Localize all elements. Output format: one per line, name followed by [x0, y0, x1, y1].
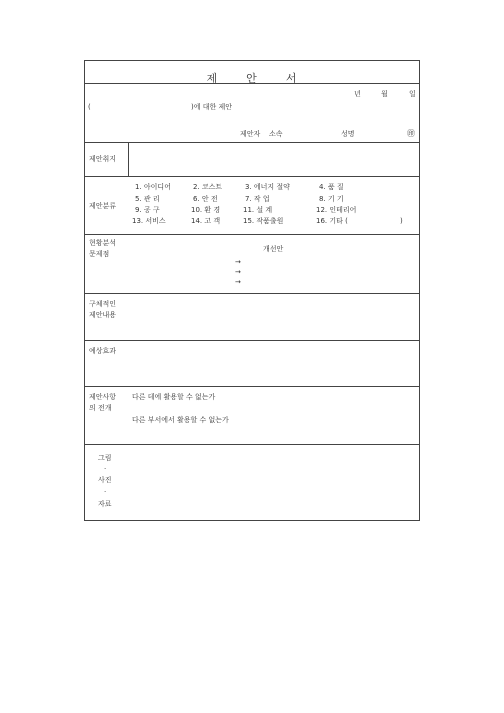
- proposal-form: [84, 60, 420, 521]
- section-label-content: 제안내용: [89, 311, 117, 319]
- category-item: 9. 공 구: [135, 206, 160, 214]
- category-item: 14. 고 객: [191, 217, 221, 225]
- subject-suffix: )에 대한 제안: [191, 103, 232, 111]
- section-label-expansion: 제안사항: [89, 393, 117, 401]
- section-label-attachment: 그림: [98, 454, 112, 462]
- category-item: 4. 품 질: [319, 183, 344, 191]
- arrow-icon: →: [235, 278, 241, 286]
- seal-icon: ㊞: [407, 129, 415, 138]
- category-item: 7. 작 업: [245, 195, 270, 203]
- date-month: 월: [381, 90, 388, 98]
- section-label-analysis: 문제점: [89, 250, 110, 258]
- section-label-attachment: ·: [104, 488, 107, 496]
- title-char: 안: [246, 72, 258, 85]
- column-divider: [128, 143, 129, 176]
- expansion-question: 다른 데에 활용할 수 없는가: [132, 393, 216, 401]
- divider: [85, 386, 419, 387]
- category-item: 10. 환 경: [191, 206, 221, 214]
- category-item: 3. 에너지 절약: [245, 183, 290, 191]
- arrow-icon: →: [235, 258, 241, 266]
- category-item: 1. 아이디어: [135, 183, 171, 191]
- title-char: 서: [285, 72, 298, 85]
- category-item: 15. 작품출원: [243, 217, 284, 225]
- category-item: 2. 코스트: [193, 183, 223, 191]
- proposer-name-label: 성명: [341, 130, 355, 138]
- category-item: 13. 서비스: [132, 217, 166, 225]
- section-label-expansion: 의 전개: [89, 404, 112, 412]
- section-label-attachment: 사진: [98, 476, 112, 484]
- proposer-label: 제안자: [240, 130, 261, 138]
- section-label-analysis: 현황분석: [89, 239, 117, 247]
- title-char: 제: [206, 72, 219, 85]
- category-item: 5. 관 리: [135, 195, 160, 203]
- category-item: 12. 인테리어: [316, 206, 357, 214]
- category-item: 11. 설 계: [243, 206, 273, 214]
- section-label-content: 구체적인: [89, 300, 117, 308]
- divider: [85, 142, 419, 143]
- section-label-attachment: ·: [104, 465, 107, 473]
- section-label-purpose: 제안취지: [89, 155, 117, 163]
- divider: [85, 293, 419, 294]
- section-label-attachment: 자료: [98, 500, 112, 508]
- category-item: 6. 안 전: [193, 195, 218, 203]
- divider: [85, 83, 419, 84]
- divider: [85, 234, 419, 235]
- date-day: 일: [409, 90, 416, 98]
- category-item: 16. 기타 (: [316, 217, 348, 225]
- proposer-dept-label: 소속: [269, 130, 283, 138]
- expansion-question: 다른 부서에서 활용할 수 없는가: [132, 416, 229, 424]
- divider: [85, 176, 419, 177]
- divider: [85, 340, 419, 341]
- subject-open-paren: (: [88, 103, 91, 111]
- section-label-category: 제안분류: [89, 202, 117, 210]
- category-item: 8. 기 기: [319, 195, 344, 203]
- category-close-paren: ): [400, 217, 403, 225]
- date-year: 년: [354, 90, 361, 98]
- divider: [85, 444, 419, 445]
- improvement-label: 개선안: [263, 245, 284, 253]
- arrow-icon: →: [235, 268, 241, 276]
- section-label-effect: 예상효과: [89, 347, 117, 355]
